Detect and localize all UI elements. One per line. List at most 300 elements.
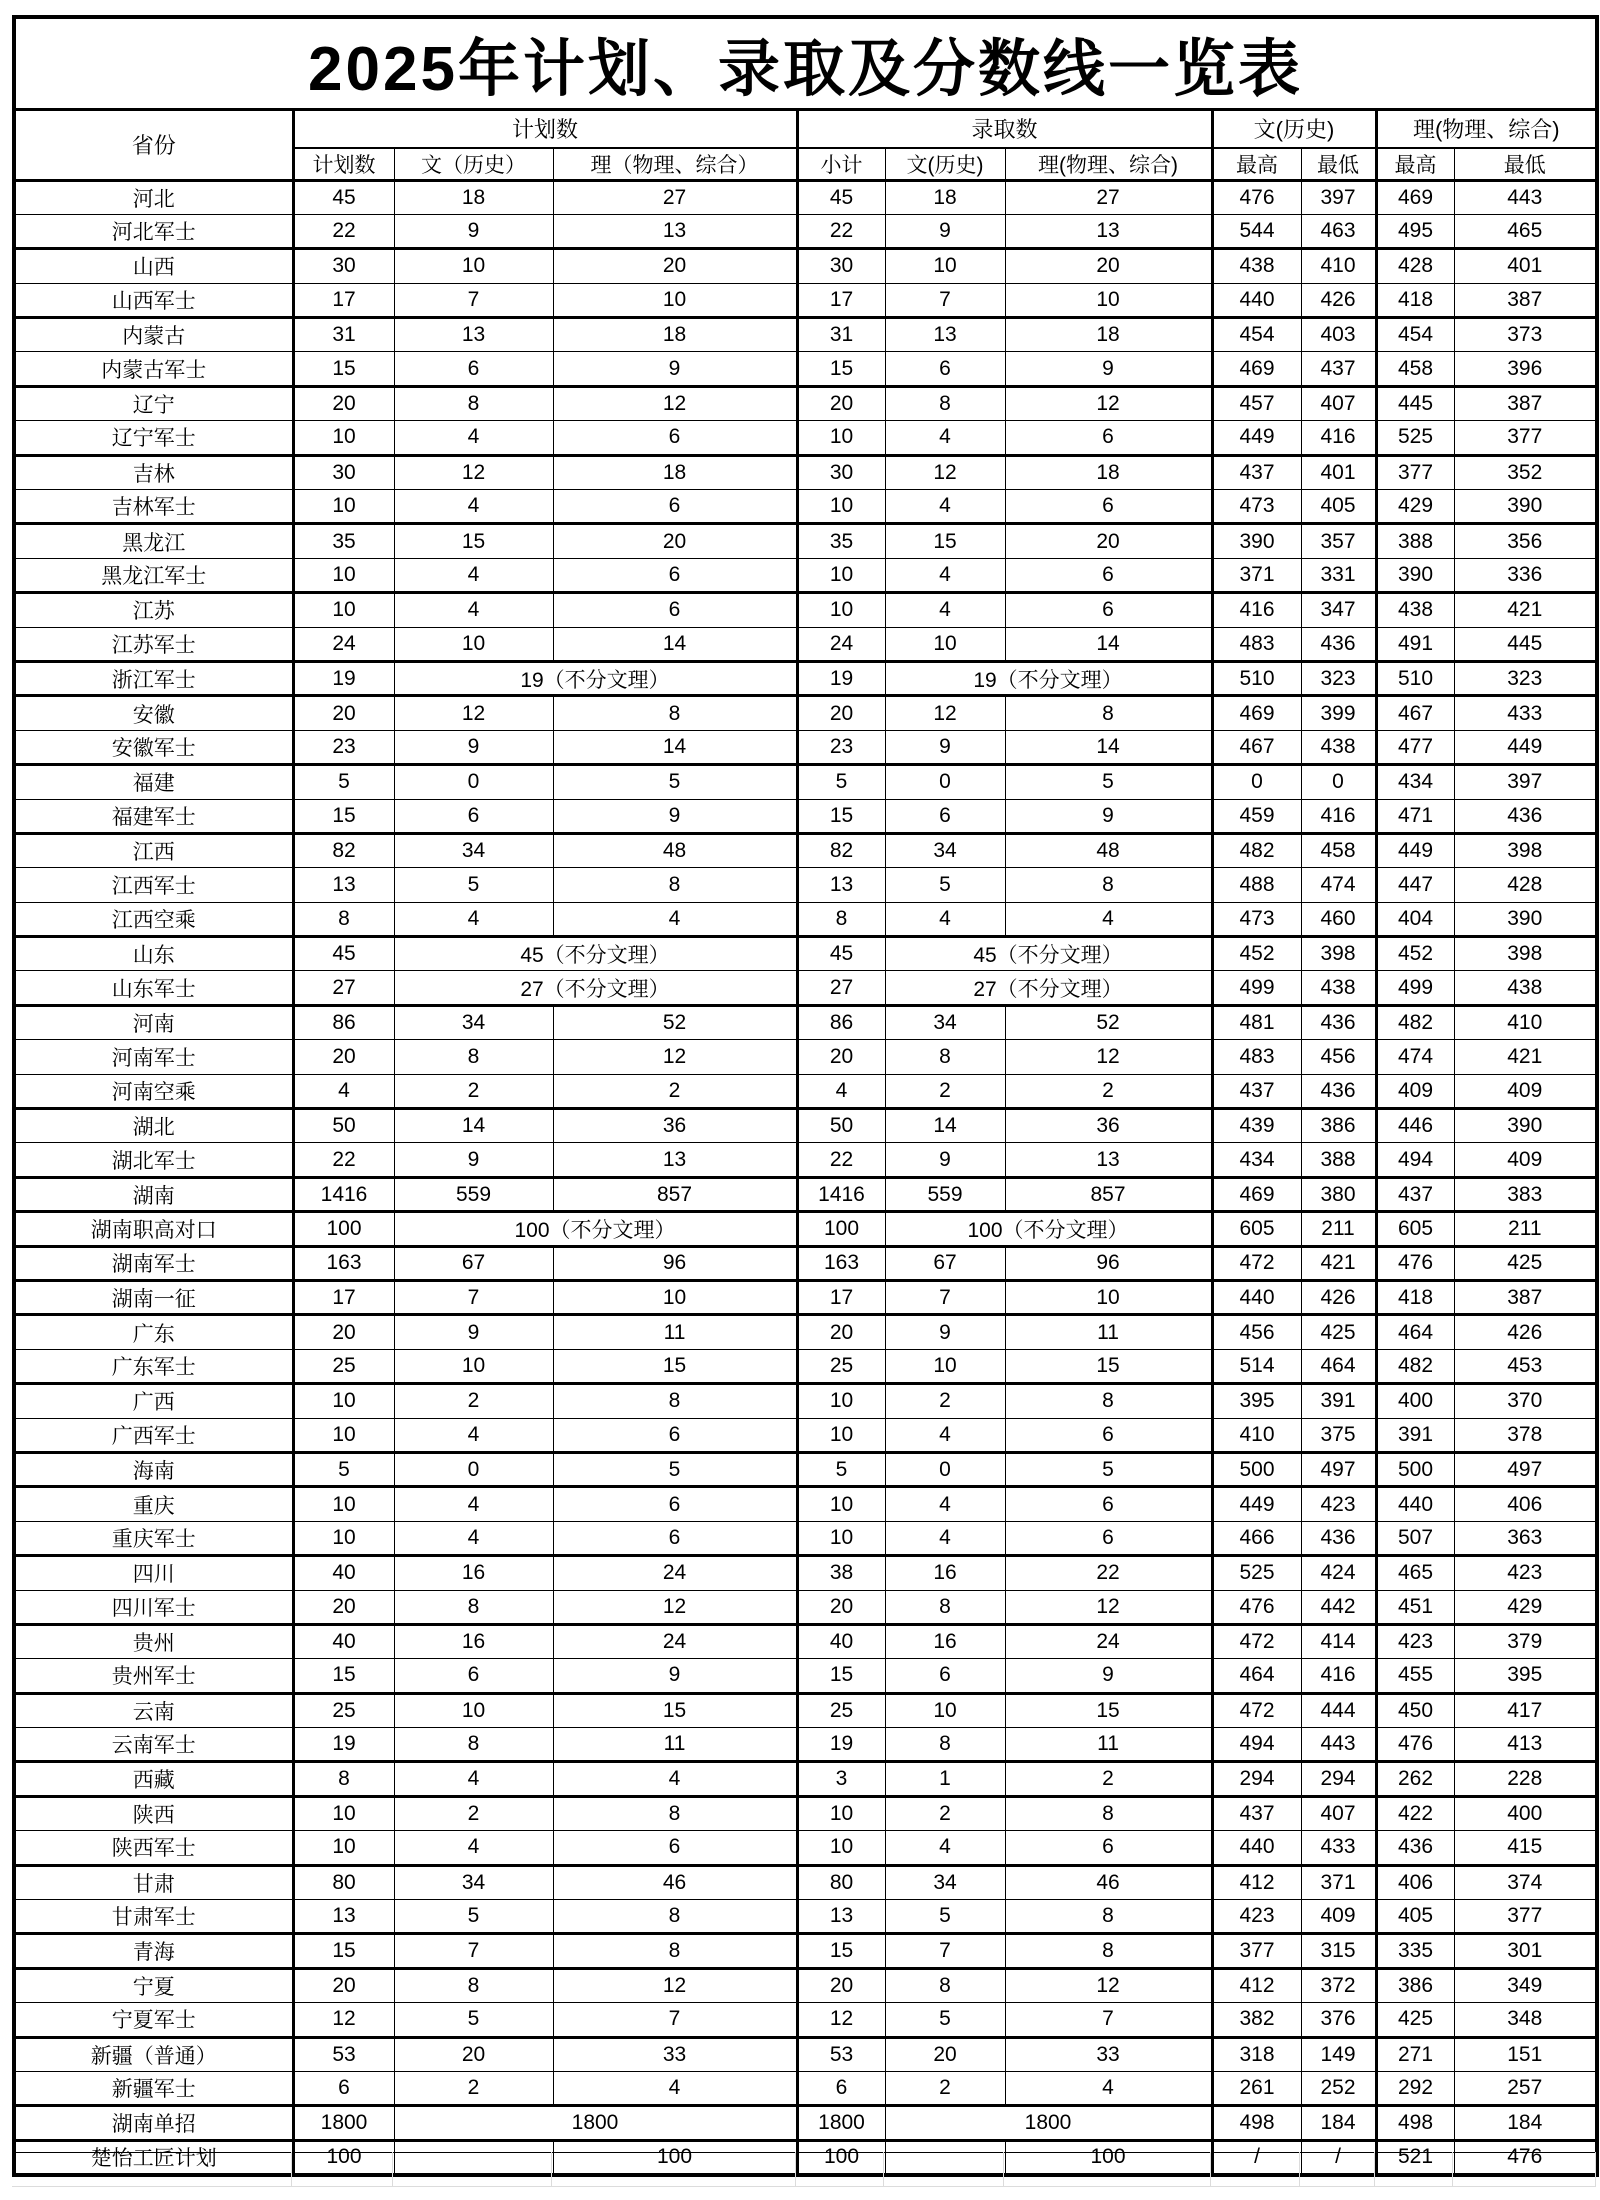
score-li-min-cell: 397: [1454, 765, 1597, 799]
score-li-max-cell: 499: [1376, 971, 1454, 1005]
score-li-min-cell: 184: [1454, 2106, 1597, 2140]
adm-total-cell: 27: [797, 971, 885, 1005]
adm-li-cell: 15: [1005, 1349, 1212, 1383]
adm-li-cell: 8: [1005, 868, 1212, 902]
adm-total-cell: 22: [797, 1143, 885, 1177]
score-wen-max-cell: 449: [1212, 1487, 1301, 1521]
province-cell: 宁夏军士: [14, 2003, 293, 2037]
score-li-min-cell: 429: [1454, 1590, 1597, 1624]
table-row: [14, 1005, 1597, 1039]
score-wen-max-cell: 437: [1212, 1074, 1301, 1108]
adm-total-cell: 100: [797, 1212, 885, 1246]
adm-li-cell: 6: [1005, 1831, 1212, 1865]
score-wen-max-cell: 459: [1212, 799, 1301, 833]
adm-wen-cell: 15: [885, 524, 1005, 558]
score-li-min-cell: 390: [1454, 902, 1597, 936]
plan-li-cell: 12: [553, 386, 797, 420]
score-li-max-cell: 446: [1376, 1109, 1454, 1143]
adm-total-cell: 20: [797, 1040, 885, 1074]
table-row: [14, 696, 1597, 730]
score-wen-min-cell: 211: [1301, 1212, 1376, 1246]
province-cell: 福建: [14, 765, 293, 799]
province-cell: 辽宁军士: [14, 421, 293, 455]
adm-wen-cell: 6: [885, 799, 1005, 833]
adm-total-cell: 20: [797, 1590, 885, 1624]
adm-total-cell: 35: [797, 524, 885, 558]
score-wen-min-cell: 458: [1301, 833, 1376, 867]
header-plan-group: 计划数: [293, 110, 797, 148]
adm-total-cell: 20: [797, 1315, 885, 1349]
score-li-max-cell: 386: [1376, 1968, 1454, 2002]
score-li-max-cell: 436: [1376, 1831, 1454, 1865]
score-wen-min-cell: 443: [1301, 1728, 1376, 1762]
score-li-min-cell: 301: [1454, 1934, 1597, 1968]
score-wen-min-cell: 407: [1301, 1796, 1376, 1830]
score-li-max-cell: 471: [1376, 799, 1454, 833]
adm-li-cell: 14: [1005, 627, 1212, 661]
empty-cell: [551, 2153, 795, 2187]
score-wen-min-cell: 315: [1301, 1934, 1376, 1968]
adm-total-cell: 30: [797, 455, 885, 489]
plan-total-cell: 15: [293, 799, 394, 833]
province-cell: 湖北军士: [14, 1143, 293, 1177]
adm-merged-cell: 1800: [885, 2106, 1212, 2140]
adm-li-cell: 8: [1005, 1384, 1212, 1418]
score-li-min-cell: 398: [1454, 937, 1597, 971]
adm-wen-cell: 9: [885, 1143, 1005, 1177]
adm-li-cell: 6: [1005, 421, 1212, 455]
plan-wen-cell: 4: [394, 490, 553, 524]
score-li-max-cell: 467: [1376, 696, 1454, 730]
plan-li-cell: 12: [553, 1968, 797, 2002]
score-wen-min-cell: 436: [1301, 627, 1376, 661]
score-li-min-cell: 421: [1454, 1040, 1597, 1074]
plan-li-cell: 14: [553, 730, 797, 764]
score-li-min-cell: 374: [1454, 1865, 1597, 1899]
adm-li-cell: 2: [1005, 1074, 1212, 1108]
adm-wen-cell: 16: [885, 1556, 1005, 1590]
plan-wen-cell: 15: [394, 524, 553, 558]
score-wen-min-cell: 399: [1301, 696, 1376, 730]
adm-wen-cell: 4: [885, 1831, 1005, 1865]
adm-wen-cell: 4: [885, 1487, 1005, 1521]
score-wen-min-cell: 409: [1301, 1900, 1376, 1934]
table-row: [14, 1556, 1597, 1590]
score-li-min-cell: 409: [1454, 1074, 1597, 1108]
plan-li-cell: 33: [553, 2037, 797, 2071]
adm-li-cell: 13: [1005, 214, 1212, 248]
plan-wen-cell: 16: [394, 1624, 553, 1658]
table-row: [14, 386, 1597, 420]
adm-total-cell: 86: [797, 1005, 885, 1039]
plan-wen-cell: 4: [394, 1762, 553, 1796]
empty-cell: [12, 2153, 291, 2187]
table-row: [14, 1934, 1597, 1968]
plan-wen-cell: 8: [394, 1968, 553, 2002]
province-cell: 黑龙江军士: [14, 558, 293, 592]
table-row: [14, 593, 1597, 627]
adm-li-cell: 22: [1005, 1556, 1212, 1590]
plan-li-cell: 9: [553, 799, 797, 833]
empty-cell: [392, 2153, 551, 2187]
score-wen-max-cell: 412: [1212, 1865, 1301, 1899]
adm-li-cell: 12: [1005, 1968, 1212, 2002]
score-li-max-cell: 388: [1376, 524, 1454, 558]
adm-total-cell: 10: [797, 1796, 885, 1830]
province-cell: 重庆军士: [14, 1521, 293, 1555]
score-wen-min-cell: 436: [1301, 1005, 1376, 1039]
plan-total-cell: 10: [293, 490, 394, 524]
adm-wen-cell: 7: [885, 283, 1005, 317]
plan-total-cell: 20: [293, 1315, 394, 1349]
score-wen-max-cell: 544: [1212, 214, 1301, 248]
plan-wen-cell: 7: [394, 283, 553, 317]
adm-wen-cell: 559: [885, 1177, 1005, 1211]
plan-total-cell: 27: [293, 971, 394, 1005]
table-row: [14, 1384, 1597, 1418]
score-li-max-cell: 482: [1376, 1005, 1454, 1039]
plan-li-cell: 6: [553, 1487, 797, 1521]
plan-wen-cell: 12: [394, 455, 553, 489]
score-wen-max-cell: 494: [1212, 1728, 1301, 1762]
title-row: [14, 17, 1597, 110]
adm-total-cell: 53: [797, 2037, 885, 2071]
adm-wen-cell: 34: [885, 1865, 1005, 1899]
adm-li-cell: 9: [1005, 1659, 1212, 1693]
score-wen-min-cell: 184: [1301, 2106, 1376, 2140]
adm-wen-cell: 13: [885, 318, 1005, 352]
adm-total-cell: 10: [797, 490, 885, 524]
score-li-max-cell: 476: [1376, 1246, 1454, 1280]
score-li-min-cell: 379: [1454, 1624, 1597, 1658]
plan-li-cell: 48: [553, 833, 797, 867]
score-wen-max-cell: 371: [1212, 558, 1301, 592]
adm-wen-cell: 2: [885, 2071, 1005, 2105]
score-li-max-cell: 449: [1376, 833, 1454, 867]
plan-wen-cell: 4: [394, 1418, 553, 1452]
score-li-max-cell: 390: [1376, 558, 1454, 592]
score-li-max-cell: 447: [1376, 868, 1454, 902]
adm-wen-cell: 8: [885, 1040, 1005, 1074]
adm-wen-cell: 6: [885, 352, 1005, 386]
plan-li-cell: 857: [553, 1177, 797, 1211]
province-cell: 山东军士: [14, 971, 293, 1005]
table-row: [14, 2071, 1597, 2105]
score-wen-min-cell: 398: [1301, 937, 1376, 971]
table-row: [14, 833, 1597, 867]
score-wen-max-cell: 473: [1212, 902, 1301, 936]
plan-li-cell: 15: [553, 1693, 797, 1727]
score-wen-max-cell: 464: [1212, 1659, 1301, 1693]
adm-total-cell: 5: [797, 765, 885, 799]
adm-wen-cell: 14: [885, 1109, 1005, 1143]
score-wen-max-cell: 395: [1212, 1384, 1301, 1418]
province-cell: 湖南军士: [14, 1246, 293, 1280]
adm-li-cell: 52: [1005, 1005, 1212, 1039]
adm-total-cell: 20: [797, 1968, 885, 2002]
score-li-min-cell: 423: [1454, 1556, 1597, 1590]
plan-total-cell: 25: [293, 1693, 394, 1727]
province-cell: 吉林军士: [14, 490, 293, 524]
plan-total-cell: 10: [293, 1796, 394, 1830]
score-li-max-cell: 335: [1376, 1934, 1454, 1968]
plan-li-cell: 4: [553, 1762, 797, 1796]
province-cell: 湖南单招: [14, 2106, 293, 2140]
score-wen-max-cell: 377: [1212, 1934, 1301, 1968]
adm-wen-cell: 9: [885, 214, 1005, 248]
score-wen-min-cell: 464: [1301, 1349, 1376, 1383]
score-wen-min-cell: /: [1301, 2140, 1376, 2174]
score-li-max-cell: 422: [1376, 1796, 1454, 1830]
table-row: [14, 1659, 1597, 1693]
plan-wen-cell: 10: [394, 627, 553, 661]
plan-wen-cell: 0: [394, 1452, 553, 1486]
score-li-min-cell: 396: [1454, 352, 1597, 386]
empty-cell: [1003, 2153, 1210, 2187]
plan-li-cell: 18: [553, 455, 797, 489]
adm-li-cell: 6: [1005, 1521, 1212, 1555]
province-cell: 云南: [14, 1693, 293, 1727]
table-row: [14, 1281, 1597, 1315]
scores-table: [12, 15, 1599, 2177]
score-wen-max-cell: 454: [1212, 318, 1301, 352]
score-wen-min-cell: 438: [1301, 730, 1376, 764]
score-wen-max-cell: 382: [1212, 2003, 1301, 2037]
empty-grid-row: [12, 2152, 1596, 2187]
adm-li-cell: 8: [1005, 1900, 1212, 1934]
plan-li-cell: 5: [553, 1452, 797, 1486]
adm-total-cell: 45: [797, 937, 885, 971]
plan-total-cell: 1800: [293, 2106, 394, 2140]
score-wen-min-cell: 357: [1301, 524, 1376, 558]
score-wen-max-cell: 423: [1212, 1900, 1301, 1934]
plan-li-cell: 6: [553, 593, 797, 627]
plan-total-cell: 163: [293, 1246, 394, 1280]
plan-li-cell: 11: [553, 1728, 797, 1762]
score-li-max-cell: 498: [1376, 2106, 1454, 2140]
table-row: [14, 765, 1597, 799]
header-li-min: 最低: [1454, 148, 1597, 181]
header-adm-total: 小计: [797, 148, 885, 181]
header-plan-total: 计划数: [293, 148, 394, 181]
province-cell: 江西军士: [14, 868, 293, 902]
score-wen-max-cell: 410: [1212, 1418, 1301, 1452]
province-cell: 四川: [14, 1556, 293, 1590]
plan-wen-cell: 2: [394, 1384, 553, 1418]
score-wen-min-cell: 442: [1301, 1590, 1376, 1624]
adm-wen-cell: 20: [885, 2037, 1005, 2071]
plan-total-cell: 20: [293, 696, 394, 730]
province-cell: 广西军士: [14, 1418, 293, 1452]
score-li-max-cell: 429: [1376, 490, 1454, 524]
plan-li-cell: 96: [553, 1246, 797, 1280]
score-li-min-cell: 415: [1454, 1831, 1597, 1865]
score-wen-min-cell: 323: [1301, 661, 1376, 695]
plan-li-cell: 10: [553, 1281, 797, 1315]
empty-cell: [1374, 2153, 1452, 2187]
plan-total-cell: 10: [293, 558, 394, 592]
score-wen-max-cell: 437: [1212, 455, 1301, 489]
adm-total-cell: 3: [797, 1762, 885, 1796]
score-wen-max-cell: 476: [1212, 180, 1301, 214]
adm-li-cell: 27: [1005, 180, 1212, 214]
plan-li-cell: 4: [553, 902, 797, 936]
adm-wen-cell: 1: [885, 1762, 1005, 1796]
table-row: [14, 1590, 1597, 1624]
province-cell: 四川军士: [14, 1590, 293, 1624]
adm-li-cell: 12: [1005, 386, 1212, 420]
score-wen-max-cell: 466: [1212, 1521, 1301, 1555]
plan-wen-cell: 18: [394, 180, 553, 214]
score-wen-max-cell: 605: [1212, 1212, 1301, 1246]
score-wen-min-cell: 463: [1301, 214, 1376, 248]
plan-total-cell: 13: [293, 1900, 394, 1934]
adm-merged-cell: 27（不分文理）: [885, 971, 1212, 1005]
header-li-max: 最高: [1376, 148, 1454, 181]
adm-total-cell: 15: [797, 799, 885, 833]
score-li-min-cell: 387: [1454, 1281, 1597, 1315]
plan-total-cell: 22: [293, 1143, 394, 1177]
table-row: [14, 2003, 1597, 2037]
adm-li-cell: 6: [1005, 490, 1212, 524]
table-row: [14, 249, 1597, 283]
province-cell: 湖南: [14, 1177, 293, 1211]
plan-li-cell: 11: [553, 1315, 797, 1349]
plan-wen-cell: 67: [394, 1246, 553, 1280]
score-wen-min-cell: 391: [1301, 1384, 1376, 1418]
adm-total-cell: 25: [797, 1693, 885, 1727]
province-cell: 山西军士: [14, 283, 293, 317]
score-li-max-cell: 262: [1376, 1762, 1454, 1796]
score-li-min-cell: 410: [1454, 1005, 1597, 1039]
score-li-min-cell: 257: [1454, 2071, 1597, 2105]
score-wen-min-cell: 375: [1301, 1418, 1376, 1452]
score-wen-min-cell: 347: [1301, 593, 1376, 627]
plan-li-cell: 52: [553, 1005, 797, 1039]
adm-li-cell: 2: [1005, 1762, 1212, 1796]
plan-total-cell: 1416: [293, 1177, 394, 1211]
plan-wen-cell: 10: [394, 1693, 553, 1727]
plan-wen-cell: 6: [394, 1659, 553, 1693]
score-li-min-cell: 428: [1454, 868, 1597, 902]
plan-li-cell: 100: [553, 2140, 797, 2174]
adm-total-cell: 25: [797, 1349, 885, 1383]
plan-total-cell: 19: [293, 661, 394, 695]
score-wen-max-cell: 456: [1212, 1315, 1301, 1349]
score-wen-max-cell: 498: [1212, 2106, 1301, 2140]
province-cell: 青海: [14, 1934, 293, 1968]
adm-wen-cell: 8: [885, 1968, 1005, 2002]
table-row: [14, 1452, 1597, 1486]
plan-wen-cell: 16: [394, 1556, 553, 1590]
header-province: 省份: [14, 110, 293, 181]
province-cell: 江西: [14, 833, 293, 867]
adm-li-cell: 4: [1005, 902, 1212, 936]
plan-total-cell: 82: [293, 833, 394, 867]
score-wen-min-cell: 426: [1301, 283, 1376, 317]
score-li-min-cell: 395: [1454, 1659, 1597, 1693]
table-row: [14, 1349, 1597, 1383]
score-wen-max-cell: 472: [1212, 1693, 1301, 1727]
score-wen-max-cell: 510: [1212, 661, 1301, 695]
score-wen-min-cell: 294: [1301, 1762, 1376, 1796]
adm-total-cell: 13: [797, 1900, 885, 1934]
table-row: [14, 1074, 1597, 1108]
adm-li-cell: 5: [1005, 765, 1212, 799]
plan-total-cell: 8: [293, 1762, 394, 1796]
plan-total-cell: 25: [293, 1349, 394, 1383]
score-wen-min-cell: 149: [1301, 2037, 1376, 2071]
adm-wen-cell: 0: [885, 765, 1005, 799]
score-wen-max-cell: 473: [1212, 490, 1301, 524]
score-li-max-cell: 464: [1376, 1315, 1454, 1349]
plan-li-cell: 6: [553, 1418, 797, 1452]
score-wen-max-cell: 416: [1212, 593, 1301, 627]
adm-li-cell: 9: [1005, 352, 1212, 386]
plan-wen-cell: 7: [394, 1281, 553, 1315]
province-cell: 西藏: [14, 1762, 293, 1796]
score-wen-min-cell: 407: [1301, 386, 1376, 420]
province-cell: 湖南一征: [14, 1281, 293, 1315]
empty-cell: [795, 2153, 883, 2187]
score-wen-min-cell: 436: [1301, 1074, 1376, 1108]
table-row: [14, 1040, 1597, 1074]
score-li-max-cell: 423: [1376, 1624, 1454, 1658]
plan-wen-cell: 9: [394, 730, 553, 764]
plan-li-cell: 46: [553, 1865, 797, 1899]
score-li-max-cell: 494: [1376, 1143, 1454, 1177]
adm-total-cell: 30: [797, 249, 885, 283]
plan-total-cell: 53: [293, 2037, 394, 2071]
plan-wen-cell: 4: [394, 1831, 553, 1865]
table-row: [14, 1315, 1597, 1349]
table-row: [14, 937, 1597, 971]
adm-wen-cell: 12: [885, 455, 1005, 489]
plan-total-cell: 80: [293, 1865, 394, 1899]
plan-wen-cell: 9: [394, 214, 553, 248]
plan-wen-cell: 0: [394, 765, 553, 799]
score-li-max-cell: 445: [1376, 386, 1454, 420]
score-li-max-cell: 400: [1376, 1384, 1454, 1418]
score-li-max-cell: 377: [1376, 455, 1454, 489]
adm-li-cell: 14: [1005, 730, 1212, 764]
score-li-min-cell: 413: [1454, 1728, 1597, 1762]
province-cell: 河北: [14, 180, 293, 214]
adm-li-cell: 10: [1005, 283, 1212, 317]
adm-wen-cell: 5: [885, 1900, 1005, 1934]
plan-wen-cell: 14: [394, 1109, 553, 1143]
header-wen-score-group: 文(历史): [1212, 110, 1376, 148]
table-row: [14, 1796, 1597, 1830]
adm-wen-cell: 10: [885, 249, 1005, 283]
score-wen-min-cell: 386: [1301, 1109, 1376, 1143]
score-li-min-cell: 433: [1454, 696, 1597, 730]
plan-li-cell: 8: [553, 1384, 797, 1418]
score-wen-max-cell: 294: [1212, 1762, 1301, 1796]
plan-total-cell: 30: [293, 249, 394, 283]
adm-wen-cell: 2: [885, 1796, 1005, 1830]
adm-total-cell: 15: [797, 1659, 885, 1693]
adm-total-cell: 10: [797, 421, 885, 455]
plan-wen-cell: 8: [394, 1728, 553, 1762]
adm-merged-cell: 100（不分文理）: [885, 1212, 1212, 1246]
score-wen-min-cell: 425: [1301, 1315, 1376, 1349]
adm-li-cell: 4: [1005, 2071, 1212, 2105]
score-wen-max-cell: 476: [1212, 1590, 1301, 1624]
plan-total-cell: 6: [293, 2071, 394, 2105]
score-wen-max-cell: 390: [1212, 524, 1301, 558]
adm-wen-cell: 8: [885, 1728, 1005, 1762]
